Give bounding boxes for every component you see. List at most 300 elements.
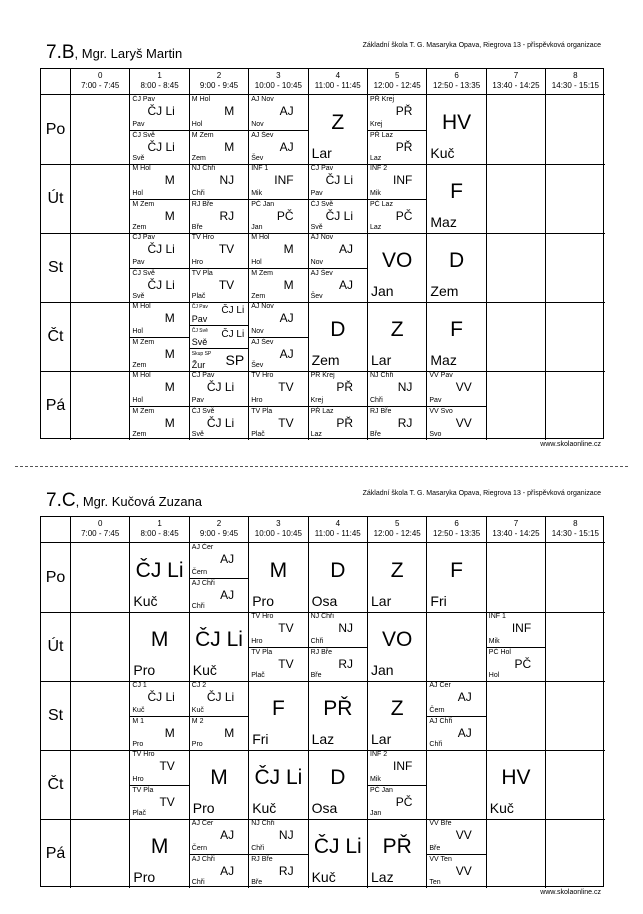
group-label: ČJ Svě <box>132 131 155 139</box>
period-number: 8 <box>573 71 578 80</box>
lesson-group <box>249 371 307 406</box>
subject: M <box>283 277 294 292</box>
lesson <box>130 612 188 681</box>
lesson-group <box>190 302 248 325</box>
subject: RJ <box>219 208 235 223</box>
group-label: M Hol <box>132 303 151 310</box>
lesson-group <box>427 854 485 889</box>
teacher: Laz <box>370 224 382 231</box>
subject: M <box>164 311 175 326</box>
teacher: Hro <box>251 396 263 404</box>
group-label: VV Pav <box>429 372 453 379</box>
subject: ČJ Li <box>206 415 235 430</box>
lesson <box>368 819 426 888</box>
teacher: Chři <box>370 396 383 404</box>
teacher: Pro <box>132 741 144 748</box>
lesson <box>368 233 426 302</box>
subject: ČJ Li <box>325 208 353 223</box>
teacher: Nov <box>251 327 264 335</box>
period-header-8 <box>545 69 604 95</box>
teacher: Hol <box>191 120 203 128</box>
subject: PČ <box>395 794 413 809</box>
timetable-7b <box>0 40 643 453</box>
group-label: AJ Nov <box>310 234 334 241</box>
subject: TV <box>278 656 294 671</box>
teacher: Laz <box>370 155 382 162</box>
teacher: Jan <box>370 810 382 817</box>
group-label: RJ Bře <box>310 648 332 656</box>
lesson-group <box>130 681 188 716</box>
subject: M <box>224 139 235 154</box>
group-label: M Hol <box>132 165 151 172</box>
lesson <box>368 681 426 750</box>
period-header-1 <box>129 517 188 543</box>
class-code: 7.B <box>46 42 75 63</box>
lesson-group <box>130 750 188 785</box>
subject: M <box>224 725 235 740</box>
group-label: AJ Chři <box>191 855 215 863</box>
lesson-group <box>130 95 188 130</box>
day-label: Pá <box>41 819 70 888</box>
lesson-group <box>427 716 485 751</box>
lesson-group <box>190 325 248 348</box>
period-time: 9:00 - 9:45 <box>199 529 239 538</box>
teacher: Čern <box>191 844 207 852</box>
subject: AJ <box>220 863 235 878</box>
group-label: PČ Laz <box>370 200 393 208</box>
grid-line <box>70 95 71 440</box>
teacher: Šev <box>310 293 323 300</box>
day-label: Pá <box>41 371 70 440</box>
subject: M <box>164 346 175 361</box>
group-label: VV Bře <box>429 820 452 827</box>
subject: HV <box>441 111 472 134</box>
period-time: 14:30 - 15:15 <box>551 81 599 90</box>
subject: Z <box>390 318 404 341</box>
teacher: Pav <box>132 258 145 266</box>
teacher: Mik <box>251 189 263 197</box>
subject: M <box>283 242 294 257</box>
subject: RJ <box>397 415 413 430</box>
teacher: Krej <box>370 120 383 128</box>
subject: ČJ Li <box>147 277 175 292</box>
subject: ČJ Li <box>195 628 243 651</box>
subject: ČJ Li <box>313 835 362 858</box>
period-header-4 <box>308 69 367 95</box>
lesson-group <box>190 130 248 165</box>
subject: AJ <box>279 346 294 361</box>
subject: VV <box>455 415 472 430</box>
subject: F <box>450 559 463 582</box>
lesson-group <box>130 233 188 268</box>
teacher: Šev <box>251 155 264 162</box>
subject: VO <box>382 628 413 651</box>
lesson <box>309 750 367 819</box>
teacher: Pro <box>252 593 274 609</box>
lesson <box>309 543 367 612</box>
period-time: 8:00 - 8:45 <box>140 529 179 538</box>
group-label: TV Hro <box>251 372 274 379</box>
lesson-group <box>249 337 307 372</box>
teacher: Bře <box>310 672 322 679</box>
lesson-group <box>190 348 248 371</box>
subject: ČJ Li <box>221 328 245 340</box>
period-header-3 <box>248 69 307 95</box>
subject: VV <box>455 380 472 395</box>
period-number: 4 <box>335 71 341 80</box>
subject: NJ <box>278 828 294 843</box>
teacher: Pav <box>310 189 323 197</box>
group-label: INF 2 <box>370 165 388 172</box>
subject: AJ <box>279 139 294 154</box>
group-label: AJ Čer <box>429 682 451 689</box>
lesson <box>427 164 485 233</box>
lesson-group <box>309 199 367 234</box>
teacher: Kuč <box>311 869 336 885</box>
group-label: PŘ Krej <box>310 372 335 379</box>
subject: VV <box>455 828 472 843</box>
class-title <box>46 490 202 512</box>
period-time: 11:00 - 11:45 <box>314 81 361 90</box>
group-label: AJ Chři <box>429 717 453 725</box>
period-time: 9:00 - 9:45 <box>199 81 239 90</box>
subject: INF <box>274 173 294 188</box>
teacher: Jan <box>251 224 263 231</box>
subject: TV <box>278 415 294 430</box>
lesson-group <box>249 95 307 130</box>
teacher: Pro <box>133 662 156 678</box>
lesson <box>130 819 188 888</box>
teacher: Jan <box>371 662 394 678</box>
teacher: Laz <box>310 431 322 438</box>
subject: ČJ Li <box>147 690 175 705</box>
group-label: TV Pla <box>191 269 213 277</box>
period-header-7 <box>486 69 545 95</box>
lesson-group <box>249 130 307 165</box>
subject: NJ <box>219 173 235 188</box>
group-label: AJ Nov <box>251 96 274 103</box>
period-header-5 <box>367 69 426 95</box>
teacher: Svě <box>132 293 145 300</box>
subject: VV <box>455 863 472 878</box>
lesson-group <box>130 130 188 165</box>
subject: AJ <box>220 828 235 843</box>
subject: PČ <box>395 208 413 223</box>
lesson-group <box>190 406 248 441</box>
teacher: Laz <box>311 731 335 747</box>
subject: M <box>224 104 235 119</box>
subject: F <box>450 318 463 341</box>
teacher: Mik <box>370 775 381 783</box>
period-header-7 <box>486 517 545 543</box>
lesson-group <box>249 233 307 268</box>
lesson-group <box>190 268 248 303</box>
lesson-group <box>130 268 188 303</box>
subject: M <box>164 380 175 395</box>
lesson-group <box>249 647 307 682</box>
day-label: Čt <box>41 750 70 819</box>
grid-line <box>545 95 546 440</box>
subject: D <box>330 318 346 341</box>
subject: RJ <box>338 656 353 671</box>
teacher: Svo <box>429 431 442 438</box>
group-label: M Zem <box>251 269 273 277</box>
group-label: AJ Čer <box>191 544 214 551</box>
group-label: INF 1 <box>251 165 269 172</box>
period-number: 5 <box>394 71 400 80</box>
teacher: Chři <box>310 637 324 645</box>
group-label: TV Hro <box>132 751 155 758</box>
teacher: Lar <box>371 731 392 747</box>
day-label: St <box>41 681 70 750</box>
lesson <box>427 302 485 371</box>
period-number: 3 <box>276 71 281 80</box>
group-label: NJ Chři <box>251 820 275 827</box>
subject: TV <box>278 621 294 636</box>
group-label: RJ Bře <box>191 200 214 208</box>
period-number: 4 <box>335 519 341 528</box>
period-header-6 <box>426 517 485 543</box>
teacher: Hro <box>251 637 263 645</box>
lesson-group <box>487 647 545 682</box>
teacher: Kuč <box>489 800 514 816</box>
group-label: TV Hro <box>191 234 214 241</box>
group-label: M Hol <box>191 96 211 103</box>
teacher: Fri <box>430 593 447 609</box>
period-header-0 <box>70 517 129 543</box>
period-time: 14:30 - 15:15 <box>551 529 599 538</box>
group-label: INF 1 <box>488 613 506 620</box>
lesson-group <box>368 371 426 406</box>
period-number: 2 <box>216 519 222 528</box>
group-label: PČ Hol <box>488 648 511 656</box>
subject: AJ <box>457 690 472 705</box>
lesson-group <box>368 785 426 820</box>
group-label: NJ Chři <box>191 165 216 172</box>
title-separator: , <box>75 494 83 509</box>
subject: PŘ <box>336 415 353 430</box>
period-header-8 <box>545 517 604 543</box>
period-time: 11:00 - 11:45 <box>314 529 361 538</box>
teacher: Šev <box>251 362 264 369</box>
lesson-group <box>368 130 426 165</box>
lesson-group <box>309 612 367 647</box>
teacher: Mik <box>370 189 381 197</box>
teacher: Mik <box>488 637 500 645</box>
period-time: 12:00 - 12:45 <box>373 81 421 90</box>
lesson-group <box>368 199 426 234</box>
subject: M <box>164 208 175 223</box>
group-label: M 2 <box>191 717 204 725</box>
lesson-group <box>249 406 307 441</box>
period-time: 10:00 - 10:45 <box>254 529 302 538</box>
lesson-group <box>309 371 367 406</box>
lesson-group <box>190 164 248 199</box>
teacher: Nov <box>310 258 324 266</box>
lesson-group <box>309 647 367 682</box>
grid-line <box>545 543 546 888</box>
subject: D <box>330 559 346 582</box>
lesson-group <box>368 95 426 130</box>
lesson <box>487 750 545 819</box>
subject: D <box>449 249 465 272</box>
subject: PČ <box>276 208 294 223</box>
period-header-2 <box>189 517 248 543</box>
day-label: Po <box>45 568 66 586</box>
group-label: PČ Jan <box>251 200 275 208</box>
lesson-group <box>190 716 248 751</box>
lesson-group <box>190 233 248 268</box>
teacher: Plač <box>191 293 206 300</box>
period-header-6 <box>426 69 485 95</box>
teacher: Bře <box>191 224 203 231</box>
period-time: 12:00 - 12:45 <box>373 529 421 538</box>
teacher: Kuč <box>132 706 145 714</box>
group-label: TV Hro <box>251 613 274 620</box>
group-label: ČJ Pav <box>132 96 155 103</box>
lesson-group <box>309 406 367 441</box>
subject: TV <box>218 242 235 257</box>
subject: ČJ Li <box>206 690 235 705</box>
group-label: ČJ Svě <box>191 328 208 334</box>
subject: M <box>210 766 228 789</box>
group-label: M Zem <box>132 407 155 415</box>
lesson-group <box>190 819 248 854</box>
class-teacher: Mgr. Kučová Zuzana <box>82 494 203 509</box>
teacher: Osa <box>311 593 338 609</box>
lesson-group <box>249 302 307 337</box>
group-label: M Zem <box>132 200 155 208</box>
lesson <box>249 681 307 750</box>
teacher: Nov <box>251 120 264 128</box>
subject: SP <box>225 351 245 368</box>
lesson-group <box>190 578 248 613</box>
page-divider <box>15 466 628 467</box>
subject: Z <box>390 559 404 582</box>
group-label: AJ Chři <box>191 579 215 587</box>
lesson-group <box>249 164 307 199</box>
group-label: RJ Bře <box>251 855 273 863</box>
teacher: Kuč <box>192 662 217 678</box>
lesson-group <box>190 371 248 406</box>
lesson-group <box>368 164 426 199</box>
lesson <box>249 543 307 612</box>
teacher: Hol <box>132 396 143 404</box>
subject: PŘ <box>382 835 412 858</box>
period-number: 0 <box>97 519 103 528</box>
subject: M <box>150 628 169 651</box>
group-label: Skup SP <box>191 351 212 357</box>
lesson-group <box>130 371 188 406</box>
teacher: Kuč <box>191 706 204 714</box>
period-header-1 <box>129 69 188 95</box>
teacher: Svě <box>191 431 204 438</box>
teacher: Chři <box>191 189 205 197</box>
lesson-group <box>427 371 485 406</box>
subject: INF <box>393 173 413 188</box>
period-time: 8:00 - 8:45 <box>140 81 179 90</box>
period-number: 7 <box>513 519 519 528</box>
teacher: Zem <box>311 352 340 368</box>
group-label: TV Pla <box>251 648 273 656</box>
teacher: Lar <box>371 593 392 609</box>
subject: M <box>164 173 175 188</box>
footer-url: www.skolaonline.cz <box>540 889 601 896</box>
school-name: Základní škola T. G. Masaryka Opava, Riegrova 13 - příspěvková organizace <box>362 42 601 49</box>
subject: HV <box>501 766 531 789</box>
lesson <box>368 543 426 612</box>
lesson <box>368 302 426 371</box>
lesson-group <box>427 681 485 716</box>
group-label: NJ Chři <box>370 372 394 379</box>
lesson-group <box>130 199 188 234</box>
group-label: INF 2 <box>370 751 388 758</box>
period-header-3 <box>248 517 307 543</box>
title-separator: , <box>74 46 82 61</box>
teacher: Hol <box>251 258 262 266</box>
teacher: Chři <box>191 879 205 886</box>
subject: TV <box>278 380 294 395</box>
group-label: AJ Šev <box>251 131 274 139</box>
teacher: Pav <box>429 396 442 404</box>
subject: TV <box>159 759 175 774</box>
subject: F <box>271 697 285 720</box>
group-label: VV Svo <box>429 407 453 415</box>
subject: ČJ Li <box>147 139 175 154</box>
teacher: Plač <box>132 810 147 817</box>
teacher: Kuč <box>430 145 455 161</box>
teacher: Hol <box>488 672 500 679</box>
subject: INF <box>511 621 532 636</box>
lesson-group <box>130 785 188 820</box>
period-number: 6 <box>454 71 459 80</box>
teacher: Čern <box>429 706 445 714</box>
lesson-group <box>249 199 307 234</box>
subject: NJ <box>397 380 413 395</box>
period-number: 7 <box>513 71 519 80</box>
subject: AJ <box>279 311 294 326</box>
teacher: Zem <box>191 155 206 162</box>
subject: AJ <box>220 552 235 567</box>
class-teacher: Mgr. Laryš Martin <box>81 46 183 61</box>
group-label: AJ Nov <box>251 303 274 310</box>
teacher: Bře <box>429 844 441 852</box>
group-label: AJ Šev <box>251 338 274 346</box>
group-label: ČJ Pav <box>191 372 215 379</box>
lesson-group <box>309 268 367 303</box>
teacher: Pro <box>133 869 156 885</box>
timetable-grid <box>40 68 604 439</box>
lesson-group <box>368 750 426 785</box>
lesson-group <box>249 268 307 303</box>
teacher: Žur <box>191 360 206 370</box>
lesson-group <box>427 819 485 854</box>
group-label: ČJ Svě <box>191 407 215 415</box>
subject: PČ <box>514 656 532 671</box>
lesson <box>190 612 248 681</box>
group-label: ČJ 1 <box>132 682 147 689</box>
grid-line <box>70 543 71 888</box>
period-header-5 <box>367 517 426 543</box>
teacher: Zem <box>251 293 266 300</box>
subject: AJ <box>338 277 353 292</box>
group-label: ČJ 2 <box>191 682 207 689</box>
day-label: Út <box>41 612 70 681</box>
period-header-0 <box>70 69 129 95</box>
teacher: Hro <box>132 775 144 783</box>
teacher: Fri <box>252 731 269 747</box>
group-label: PŘ Laz <box>310 407 334 415</box>
